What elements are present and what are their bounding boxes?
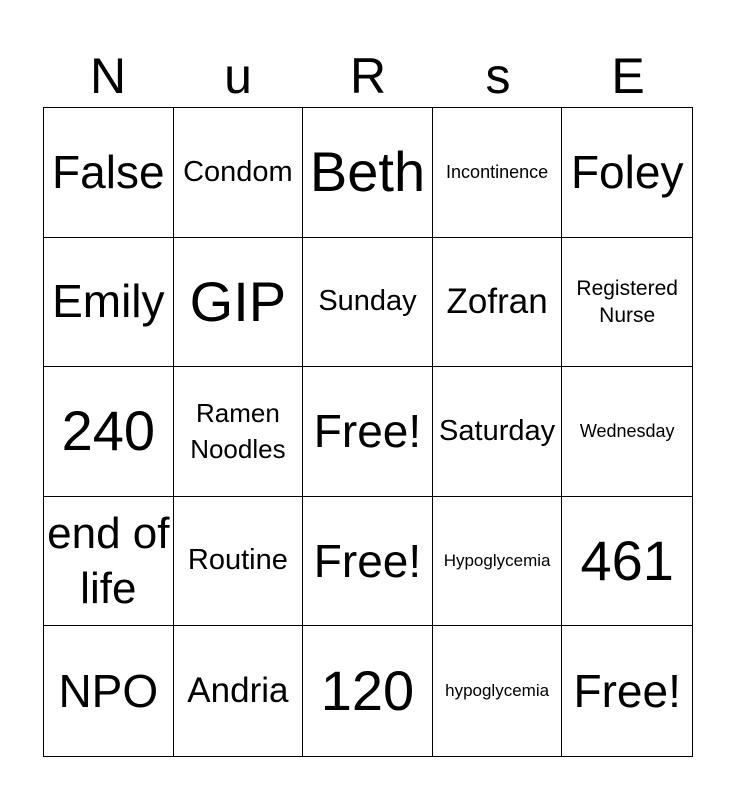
bingo-cell-r4c3: Free! <box>303 497 433 627</box>
bingo-cell-r2c1: Emily <box>44 238 174 368</box>
bingo-cell-r2c3: Sunday <box>303 238 433 368</box>
header-letter-5: E <box>611 48 645 104</box>
bingo-cell-r1c3: Beth <box>303 108 433 238</box>
header-letter-4: s <box>485 48 511 104</box>
header-letter-3: R <box>349 48 387 104</box>
bingo-cell-r2c2: GIP <box>174 238 304 368</box>
bingo-cell-r2c5: Registered Nurse <box>562 238 692 368</box>
bingo-cell-r4c1: end of life <box>44 497 174 627</box>
bingo-cell-r4c4: Hypoglycemia <box>433 497 563 627</box>
bingo-cell-r5c2: Andria <box>174 626 304 756</box>
bingo-cell-r1c2: Condom <box>174 108 304 238</box>
bingo-cell-r3c5: Wednesday <box>562 367 692 497</box>
bingo-cell-r1c1: False <box>44 108 174 238</box>
bingo-cell-r5c4: hypoglycemia <box>433 626 563 756</box>
header-letter-2: u <box>224 48 252 104</box>
bingo-cell-r4c2: Routine <box>174 497 304 627</box>
bingo-cell-r2c4: Zofran <box>433 238 563 368</box>
bingo-cell-r1c5: Foley <box>562 108 692 238</box>
bingo-cell-r3c3: Free! <box>303 367 433 497</box>
header-letter-1: N <box>89 48 127 104</box>
bingo-cell-r4c5: 461 <box>562 497 692 627</box>
bingo-cell-r3c1: 240 <box>44 367 174 497</box>
bingo-cell-r5c5: Free! <box>573 664 681 717</box>
bingo-header <box>43 44 693 108</box>
bingo-cell-r5c1: NPO <box>44 626 174 756</box>
bingo-cell-r5c3: 120 <box>303 626 433 756</box>
bingo-cell-r3c4: Saturday <box>433 367 563 497</box>
bingo-cell-r3c2: Ramen Noodles <box>174 367 304 497</box>
bingo-board <box>43 107 693 757</box>
bingo-cell-r1c4: Incontinence <box>433 108 563 238</box>
